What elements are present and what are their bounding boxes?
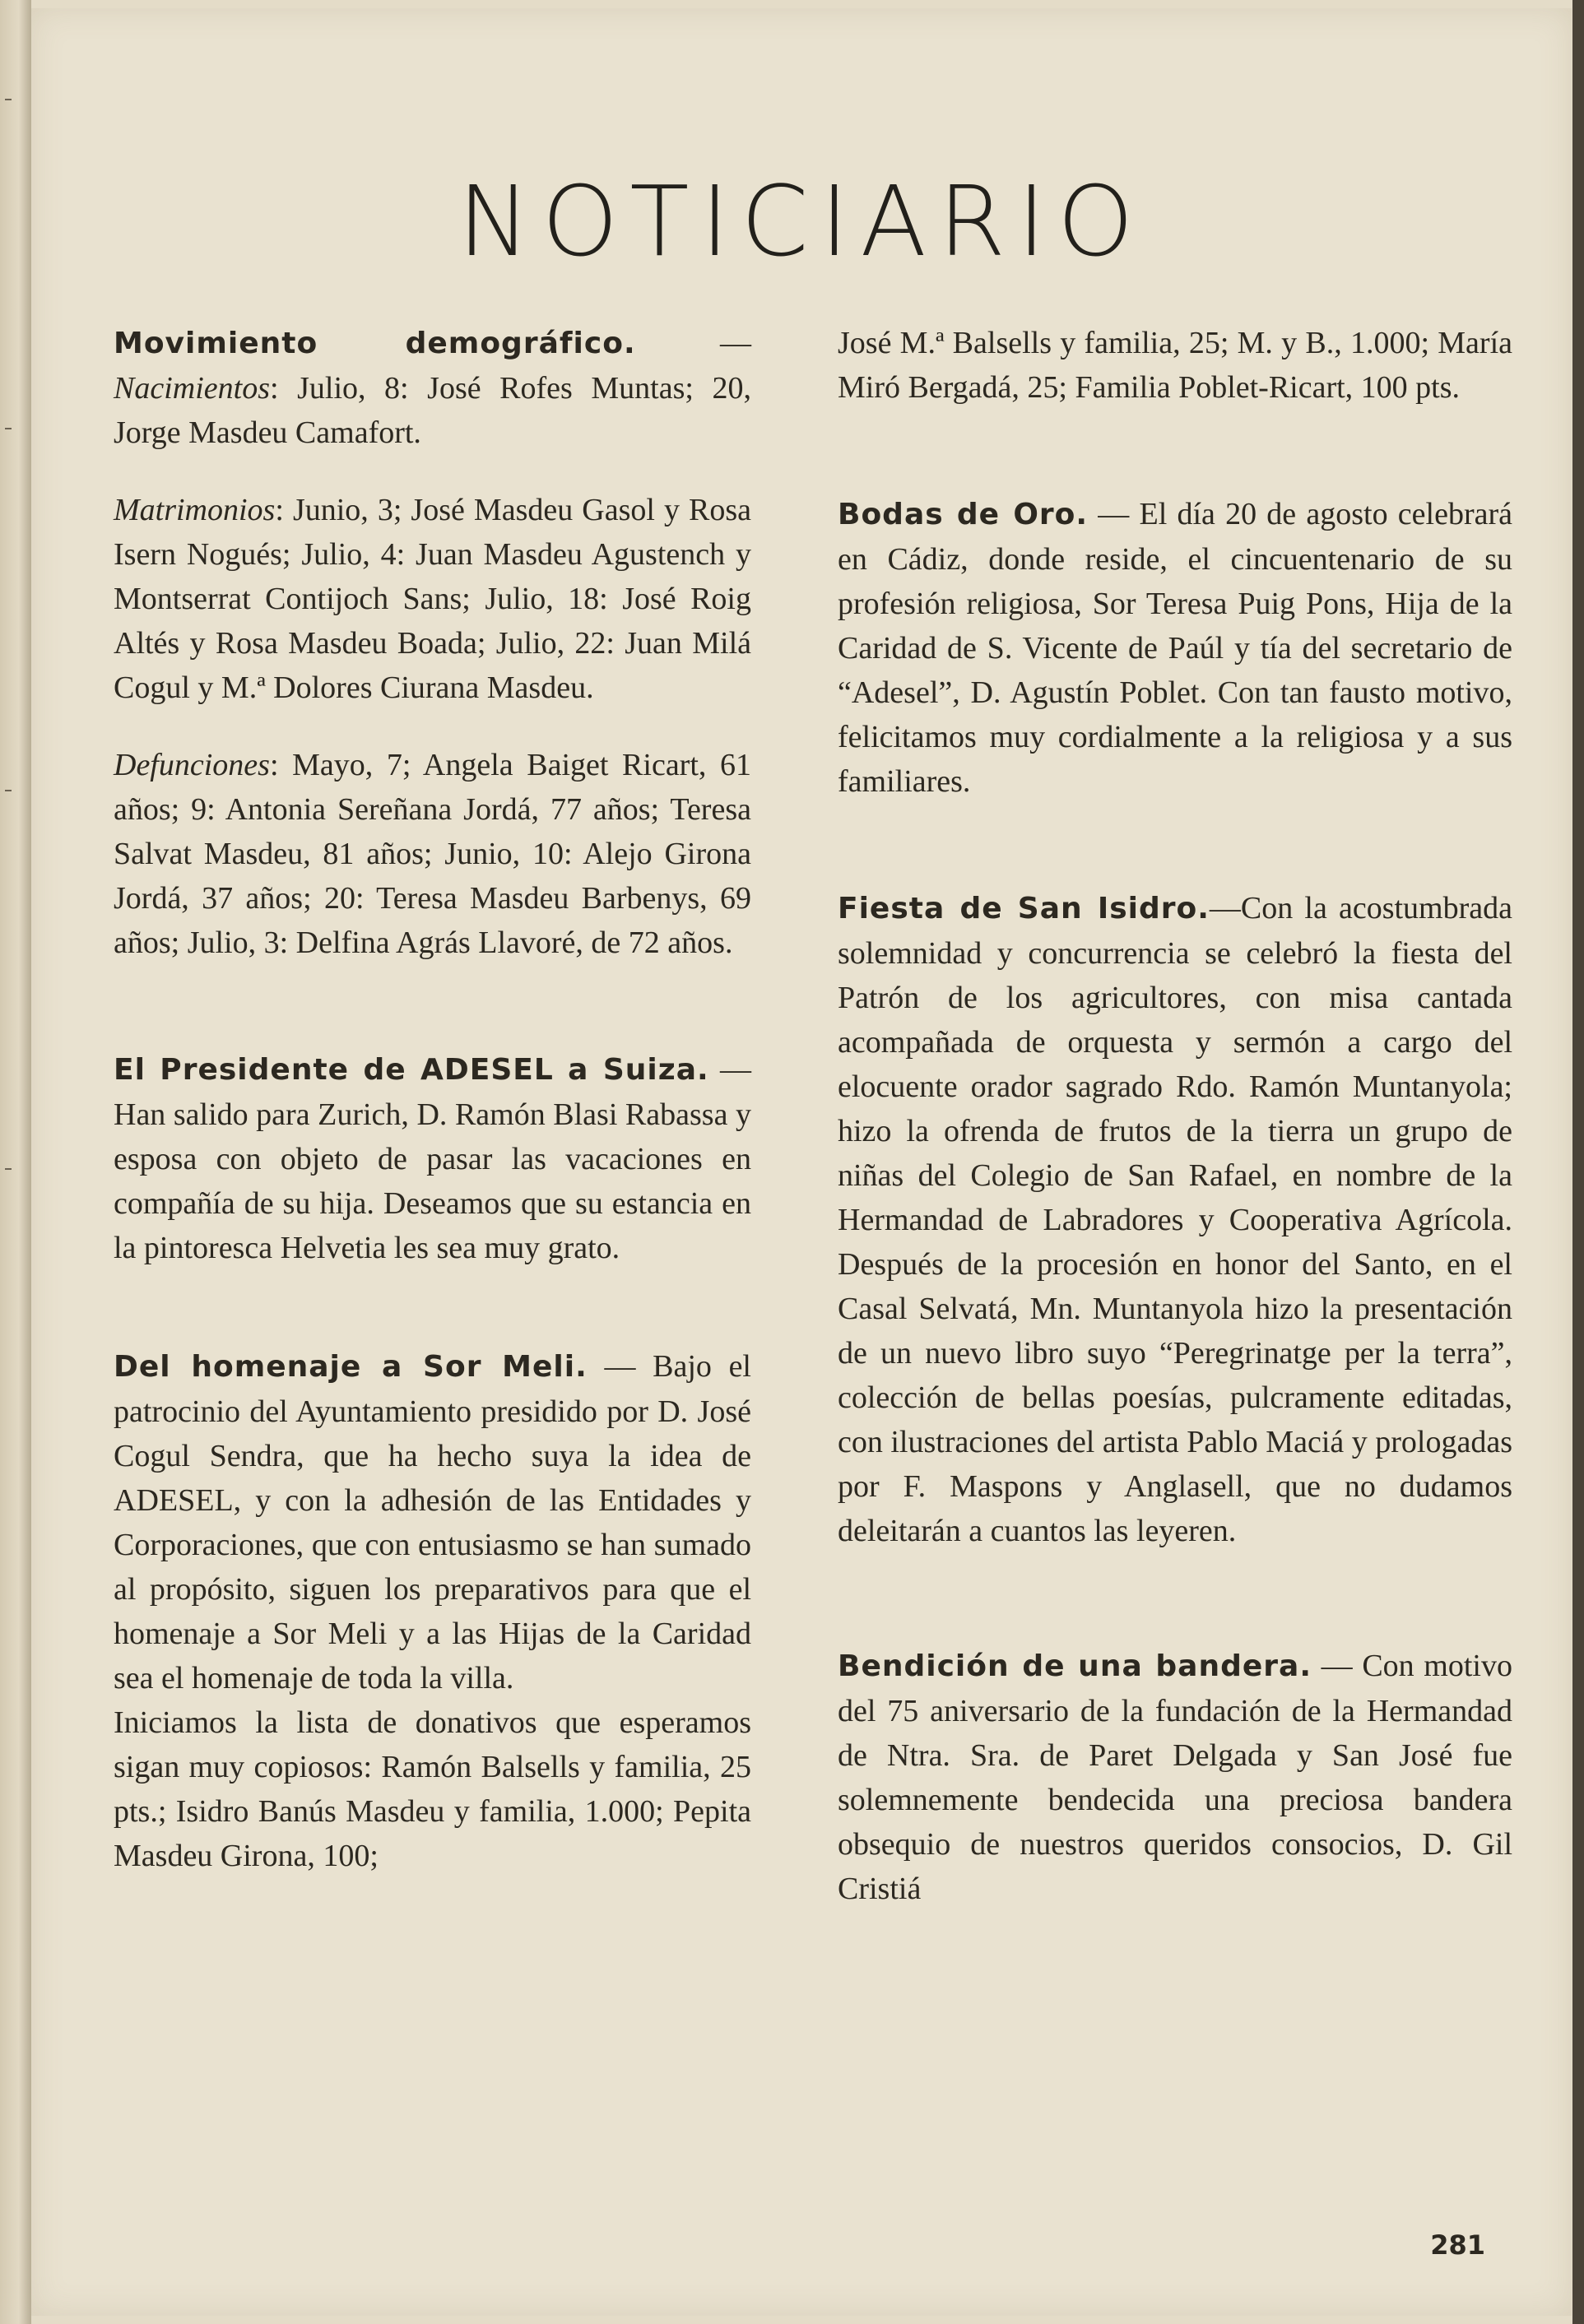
page <box>31 8 1572 2316</box>
book-spine <box>0 0 31 2324</box>
article-heading: Del homenaje a Sor Meli. <box>114 1350 588 1384</box>
article-text: — El día 20 de agosto celebrará en Cádiz, donde reside, el cincuentenario de su profesión religiosa, Sor Teresa Puig Pons, Hija de la Caridad de S. Vicente de Paúl y tía del secretario de “Adesel”, D. Agustín Poblet. Con tan fausto motivo, felicitamos muy cordialmente a la religiosa y a sus familiares. <box>838 497 1512 799</box>
article-text: : Mayo, 7; Angela Baiget Ricart, 61 años; 9: Antonia Sereñana Jordá, 77 años; Teresa Salvat Masdeu, 81 años; Junio, 10: Alejo Girona Jordá, 37 años; 20: Teresa Masdeu Barbenys, 69 años; Julio, 3: Delfina Agrás Llavoré, de 72 años. <box>114 748 751 960</box>
article-presidente <box>114 1047 751 1270</box>
section-label-nacimientos: Nacimientos <box>114 371 270 406</box>
article-bodas <box>838 492 1512 804</box>
section-label-matrimonios: Matrimonios <box>114 493 276 527</box>
gutter-mark <box>5 790 12 791</box>
article-text: —Con la acostumbrada solemnidad y concurrencia se celebró la fiesta del Patrón de los agricultores, con misa cantada acompañada de orquesta y sermón a cargo del elocuente orador sagrado Rdo. Ramón Muntanyola; hizo la ofrenda de frutos de la tierra un grupo de niñas del Colegio de San Rafael, en nombre de la Hermandad de Labradores y Cooperativa Agrícola. Después de la procesión en honor del Santo, en el Casal Selvatá, Mn. Muntanyola hizo la presentación de un nuevo libro suyo “Peregrinatge per la terra”, colección de bellas poesías, pulcramente editadas, con ilustraciones del artista Pablo Maciá y prologadas por F. Maspons y Anglasell, que no dudamos deleitarán a cuantos las leyeren. <box>838 891 1512 1548</box>
article-text: Iniciamos la lista de donativos que esperamos sigan muy copiosos: Ramón Balsells y familia, 25 pts.; Isidro Banús Masdeu y familia, 1.000; Pepita Masdeu Girona, 100; <box>114 1705 751 1873</box>
section-label-defunciones: Defunciones <box>114 748 270 782</box>
gutter-mark <box>5 99 12 100</box>
article-heading: El Presidente de ADESEL a Suiza. <box>114 1053 709 1087</box>
left-column <box>114 321 751 1936</box>
article-bandera <box>838 1644 1512 1911</box>
article-san-isidro <box>838 886 1512 1553</box>
gutter-mark <box>5 1168 12 1170</box>
article-text: — Bajo el patrocinio del Ayuntamiento presidido por D. José Cogul Sendra, que ha hecho suya la idea de ADESEL, y con la adhesión de las Entidades y Corporaciones, que con entusiasmo se han sumado al propósito, siguen los preparativos para que el homenaje a Sor Meli y a las Hijas de la Caridad sea el homenaje de toda la villa. <box>114 1349 751 1695</box>
article-text: : Junio, 3; José Masdeu Gasol y Rosa Isern Nogués; Julio, 4: Juan Masdeu Agustench y Montserrat Contijoch Sans; Julio, 18: José Roig Altés y Rosa Masdeu Boada; Julio, 22: Juan Milá Cogul y M.ª Dolores Ciurana Masdeu. <box>114 493 751 705</box>
article-text: — Con motivo del 75 aniversario de la fundación de la Hermandad de Ntra. Sra. de Paret Delgada y San José fue solemnemente bendecida una preciosa bandera obsequio de nuestros queridos consocios, D. Gil Cristiá <box>838 1649 1512 1906</box>
article-defunciones <box>114 743 751 965</box>
article-text: José M.ª Balsells y familia, 25; M. y B., 1.000; María Miró Bergadá, 25; Familia Poblet-Ricart, 100 pts. <box>838 326 1512 405</box>
article-homenaje <box>114 1344 751 1878</box>
page-number: 281 <box>1430 2229 1485 2261</box>
article-text: — Han salido para Zurich, D. Ramón Blasi Rabassa y esposa con objeto de pasar las vacaciones en compañía de su hija. Deseamos que su estancia en la pintoresca Helvetia les sea muy grato. <box>114 1052 752 1265</box>
article-donativos-cont <box>838 321 1512 410</box>
article-matrimonios <box>114 488 751 710</box>
article-text: : Julio, 8: José Rofes Muntas; 20, Jorge Masdeu Camafort. <box>114 371 751 450</box>
article-heading: Bodas de Oro. <box>838 498 1089 531</box>
article-heading: Movimiento demográfico. <box>114 327 636 360</box>
article-heading: Bendición de una bandera. <box>838 1649 1312 1683</box>
article-heading: Fiesta de San Isidro. <box>838 892 1210 925</box>
masthead-title: NOTICIARIO <box>458 165 1145 278</box>
right-column <box>838 321 1512 1969</box>
article-demografico: Movimiento demográfico. — Nacimientos: Julio, 8: José Rofes Muntas; 20, Jorge Masdeu Camafort. <box>114 326 752 450</box>
gutter-mark <box>5 428 12 429</box>
page-edge <box>1572 0 1584 2324</box>
